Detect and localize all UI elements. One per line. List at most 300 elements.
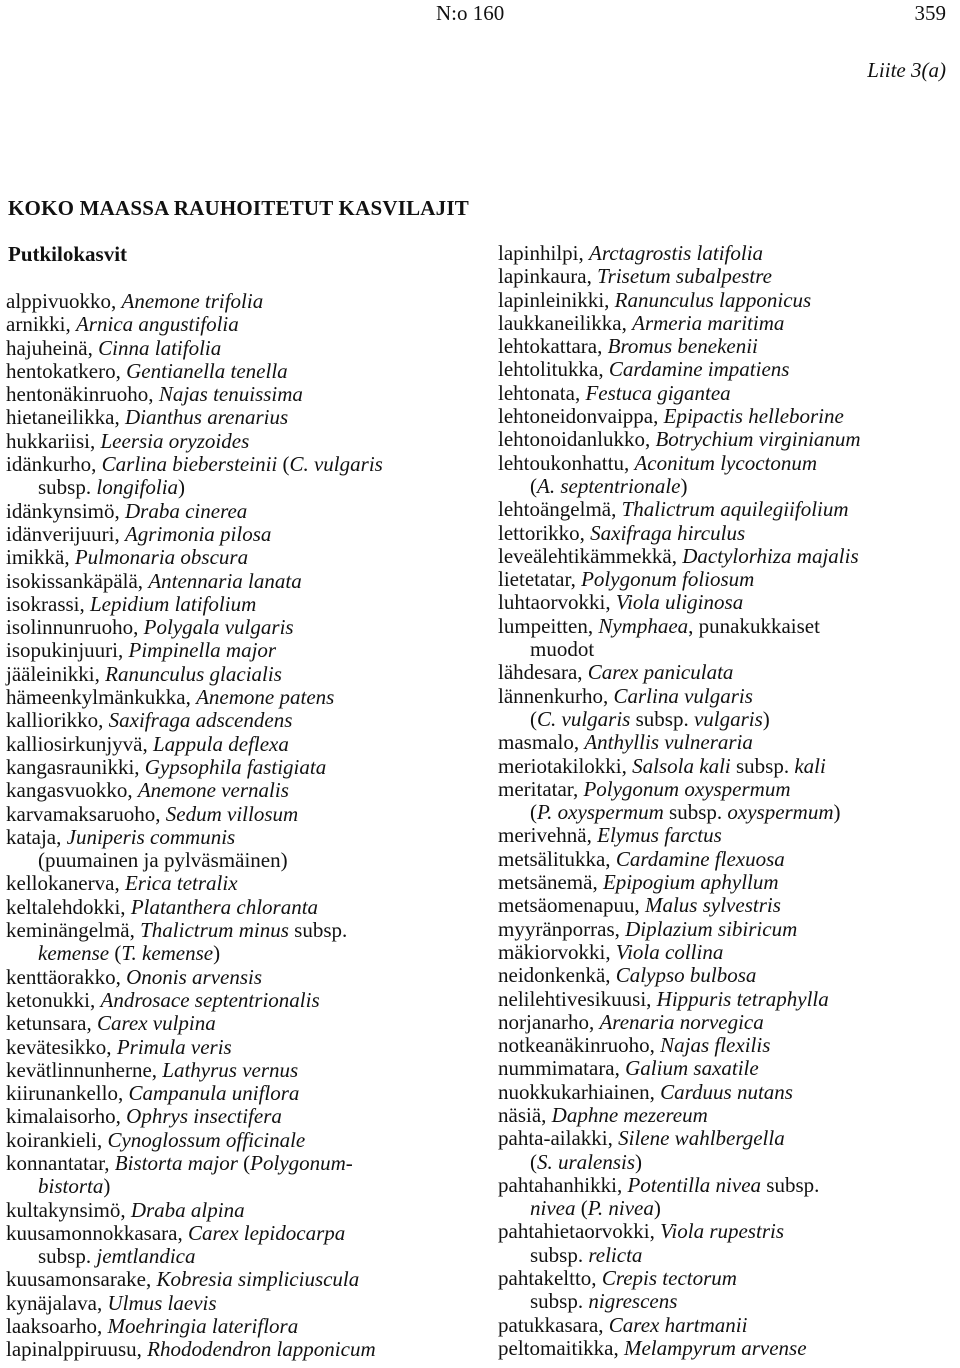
scientific-name: Viola collina bbox=[615, 939, 724, 964]
species-line bbox=[498, 382, 960, 405]
common-name-text: kellokanerva, bbox=[6, 871, 125, 896]
scientific-name: Viola rupestris bbox=[660, 1219, 784, 1244]
common-name-text: patukkasara, bbox=[498, 1312, 609, 1337]
scientific-name: Daphne mezereum bbox=[551, 1102, 708, 1127]
scientific-name: Diplazium sibiricum bbox=[625, 916, 798, 941]
common-name-text: idänkurho, bbox=[6, 452, 102, 477]
common-name-text: , punakukkaiset bbox=[688, 613, 820, 638]
common-name-text: ) bbox=[178, 475, 186, 500]
scientific-name: Trisetum subalpestre bbox=[597, 264, 772, 289]
species-line bbox=[6, 826, 474, 849]
common-name-text: laukkaneilikka, bbox=[498, 310, 633, 335]
species-line bbox=[6, 686, 474, 709]
species-line bbox=[6, 1152, 474, 1175]
common-name-text: isokrassi, bbox=[6, 591, 90, 616]
species-line bbox=[498, 475, 960, 498]
common-name-text: lehtolitukka, bbox=[498, 357, 609, 382]
species-line bbox=[6, 639, 474, 662]
species-line bbox=[6, 1059, 474, 1082]
scientific-name: Juniperis communis bbox=[66, 824, 236, 849]
species-line bbox=[498, 265, 960, 288]
scientific-name: Primula veris bbox=[116, 1034, 232, 1059]
scientific-name: Rhododendron lapponicum bbox=[147, 1337, 376, 1362]
species-line bbox=[498, 1337, 960, 1360]
species-line bbox=[6, 337, 474, 360]
species-line bbox=[6, 1338, 474, 1361]
species-line bbox=[498, 522, 960, 545]
species-line bbox=[498, 545, 960, 568]
species-line bbox=[498, 988, 960, 1011]
scientific-name: Saxifraga hirculus bbox=[590, 520, 746, 545]
common-name-text: lettorikko, bbox=[498, 520, 591, 545]
species-line bbox=[6, 733, 474, 756]
species-line bbox=[6, 966, 474, 989]
species-line bbox=[6, 360, 474, 383]
common-name-text: näsiä, bbox=[498, 1102, 552, 1127]
common-name-text: subsp. bbox=[288, 918, 348, 943]
common-name-text: alppivuokko, bbox=[6, 289, 122, 313]
species-line bbox=[6, 849, 474, 872]
common-name-text: ) bbox=[833, 800, 841, 825]
scientific-name: kali bbox=[794, 753, 826, 778]
species-line bbox=[6, 1036, 474, 1059]
scientific-name: Ophrys insectifera bbox=[126, 1104, 282, 1129]
common-name-text: koirankieli, bbox=[6, 1127, 108, 1152]
common-name-text: meritatar, bbox=[498, 776, 584, 801]
common-name-text: nuokkukarhiainen, bbox=[498, 1079, 661, 1104]
species-line bbox=[6, 709, 474, 732]
page-number: 359 bbox=[914, 1, 946, 25]
common-name-text: norjanarho, bbox=[498, 1009, 600, 1034]
scientific-name: Armeria maritima bbox=[632, 310, 785, 335]
common-name-text: myyränporras, bbox=[498, 916, 626, 941]
common-name-text: kiirunankello, bbox=[6, 1081, 129, 1106]
common-name-text: keltalehdokki, bbox=[6, 894, 131, 919]
common-name-text: lehtoneidonvaippa, bbox=[498, 404, 664, 429]
scientific-name: Epipogium aphyllum bbox=[602, 870, 779, 895]
species-line bbox=[498, 358, 960, 381]
common-name-text: subsp. bbox=[38, 475, 97, 500]
common-name-text: lapinkaura, bbox=[498, 264, 598, 289]
species-line bbox=[498, 405, 960, 428]
species-line bbox=[6, 1175, 474, 1198]
species-line bbox=[6, 500, 474, 523]
left-column bbox=[6, 290, 474, 1362]
scientific-name: A. septentrionale bbox=[537, 473, 681, 498]
common-name-text: ( bbox=[237, 1150, 251, 1175]
species-line bbox=[498, 1314, 960, 1337]
species-line bbox=[498, 824, 960, 847]
species-line bbox=[498, 801, 960, 824]
species-line bbox=[498, 568, 960, 591]
common-name-text: imikkä, bbox=[6, 545, 75, 570]
scientific-name: Crepis tectorum bbox=[601, 1266, 737, 1291]
species-line bbox=[6, 1199, 474, 1222]
species-line bbox=[6, 406, 474, 429]
common-name-text: subsp. bbox=[530, 1242, 589, 1267]
species-line bbox=[498, 894, 960, 917]
scientific-name: Nymphaea bbox=[598, 613, 689, 638]
common-name-text: pahta-ailakki, bbox=[498, 1126, 619, 1151]
scientific-name: Polygala vulgaris bbox=[143, 615, 294, 640]
common-name-text: kangasvuokko, bbox=[6, 778, 138, 803]
species-line bbox=[498, 335, 960, 358]
common-name-text: lapinalppiruusu, bbox=[6, 1337, 148, 1362]
common-name-text: ( bbox=[575, 1196, 588, 1221]
species-line bbox=[6, 476, 474, 499]
common-name-text: lehtokattara, bbox=[498, 334, 608, 359]
scientific-name: Kobresia simpliciuscula bbox=[156, 1267, 360, 1292]
common-name-text: ( bbox=[277, 452, 290, 477]
common-name-text: hämeenkylmänkukka, bbox=[6, 685, 197, 710]
scientific-name: Najas tenuissima bbox=[158, 382, 303, 407]
common-name-text: kalliosirkunjyvä, bbox=[6, 731, 153, 756]
species-line bbox=[498, 1034, 960, 1057]
species-line bbox=[6, 570, 474, 593]
common-name-text: konnantatar, bbox=[6, 1150, 115, 1175]
scientific-name: Arctagrostis latifolia bbox=[589, 241, 764, 265]
scientific-name: Draba cinerea bbox=[125, 498, 248, 523]
common-name-text: muodot bbox=[530, 637, 595, 662]
common-name-text: subsp. bbox=[630, 706, 694, 731]
common-name-text: hietaneilikka, bbox=[6, 405, 125, 430]
common-name-text: kenttäorakko, bbox=[6, 964, 127, 989]
species-line bbox=[6, 1292, 474, 1315]
species-line bbox=[6, 1315, 474, 1338]
species-line bbox=[6, 616, 474, 639]
species-line bbox=[498, 964, 960, 987]
common-name-text: ( bbox=[530, 706, 537, 731]
common-name-text: hentonäkinruoho, bbox=[6, 382, 159, 407]
common-name-text: idänverijuuri, bbox=[6, 521, 125, 546]
species-line bbox=[498, 1267, 960, 1290]
species-line bbox=[498, 1174, 960, 1197]
common-name-text: ( bbox=[109, 941, 122, 966]
common-name-text: kynäjalava, bbox=[6, 1290, 108, 1315]
species-line bbox=[6, 756, 474, 779]
common-name-text: lähdesara, bbox=[498, 660, 588, 685]
scientific-name: oxyspermum bbox=[727, 800, 834, 825]
journal-number: N:o 160 bbox=[436, 1, 505, 25]
scientific-name: Anemone patens bbox=[196, 685, 335, 710]
common-name-text: hentokatkero, bbox=[6, 358, 127, 383]
scientific-name: T. kemense bbox=[121, 941, 214, 966]
common-name-text: ) bbox=[762, 706, 770, 731]
scientific-name: Festuca gigantea bbox=[585, 380, 731, 405]
common-name-text: lehtonata, bbox=[498, 380, 586, 405]
scientific-name: Viola uliginosa bbox=[615, 590, 744, 615]
common-name-text: ( bbox=[530, 800, 537, 825]
species-line bbox=[498, 1151, 960, 1174]
common-name-text: metsänemä, bbox=[498, 870, 603, 895]
scientific-name: Ononis arvensis bbox=[126, 964, 263, 989]
species-line bbox=[498, 941, 960, 964]
species-line bbox=[6, 779, 474, 802]
common-name-text: subsp. bbox=[663, 800, 728, 825]
species-line bbox=[498, 871, 960, 894]
scientific-name: Malus sylvestris bbox=[644, 893, 781, 918]
scientific-name: Thalictrum aquilegiifolium bbox=[621, 497, 849, 522]
scientific-name: Carduus nutans bbox=[660, 1079, 793, 1104]
common-name-text: kalliorikko, bbox=[6, 708, 109, 733]
scientific-name: Bromus benekenii bbox=[607, 334, 758, 359]
common-name-text: lapinhilpi, bbox=[498, 241, 589, 265]
scientific-name: Ranunculus lapponicus bbox=[614, 287, 812, 312]
common-name-text: lehtoängelmä, bbox=[498, 497, 622, 522]
scientific-name: Pulmonaria obscura bbox=[74, 545, 249, 570]
species-line bbox=[6, 546, 474, 569]
common-name-text: luhtaorvokki, bbox=[498, 590, 616, 615]
species-line bbox=[6, 523, 474, 546]
species-line bbox=[498, 708, 960, 731]
scientific-name: Platanthera chloranta bbox=[130, 894, 319, 919]
common-name-text: laaksoarho, bbox=[6, 1314, 108, 1339]
species-line bbox=[498, 1057, 960, 1080]
scientific-name: Agrimonia pilosa bbox=[124, 521, 272, 546]
common-name-text: subsp. bbox=[761, 1172, 820, 1197]
scientific-name: Carlina vulgaris bbox=[613, 683, 753, 708]
species-line bbox=[6, 453, 474, 476]
common-name-text: kultakynsimö, bbox=[6, 1197, 131, 1222]
document-title: KOKO MAASSA RAUHOITETUT KASVILAJIT bbox=[8, 196, 469, 220]
scientific-name: Moehringia lateriflora bbox=[107, 1314, 299, 1339]
species-line bbox=[498, 1081, 960, 1104]
common-name-text: metsäomenapuu, bbox=[498, 893, 645, 918]
scientific-name: S. uralensis bbox=[537, 1149, 636, 1174]
scientific-name: P. oxyspermum bbox=[537, 800, 664, 825]
scientific-name: Carex lepidocarpa bbox=[187, 1220, 346, 1245]
species-line bbox=[498, 452, 960, 475]
species-line bbox=[6, 989, 474, 1012]
scientific-name: Gentianella tenella bbox=[126, 358, 288, 383]
scientific-name: Anemone trifolia bbox=[121, 289, 264, 313]
common-name-text: lehtonoidanlukko, bbox=[498, 427, 656, 452]
scientific-name: vulgaris bbox=[693, 706, 763, 731]
scientific-name: Arenaria norvegica bbox=[599, 1009, 764, 1034]
species-line bbox=[498, 428, 960, 451]
scientific-name: kemense bbox=[38, 941, 110, 966]
species-line bbox=[6, 803, 474, 826]
common-name-text: masmalo, bbox=[498, 730, 585, 755]
scientific-name: Anthyllis vulneraria bbox=[584, 730, 753, 755]
common-name-text: isokissankäpälä, bbox=[6, 568, 149, 593]
scientific-name: Dactylorhiza majalis bbox=[682, 543, 859, 568]
species-line bbox=[6, 942, 474, 965]
common-name-text: idänkynsimö, bbox=[6, 498, 125, 523]
scientific-name: Bistorta major bbox=[114, 1150, 238, 1175]
scientific-name: Carex vulpina bbox=[96, 1011, 216, 1036]
common-name-text: nelilehtivesikuusi, bbox=[498, 986, 657, 1011]
species-line bbox=[498, 1290, 960, 1313]
species-line bbox=[6, 919, 474, 942]
scientific-name: Elymus farctus bbox=[597, 823, 722, 848]
scientific-name: Polygonum- bbox=[250, 1150, 353, 1175]
common-name-text: lietetatar, bbox=[498, 567, 582, 592]
species-line bbox=[498, 731, 960, 754]
common-name-text: notkeanäkinruoho, bbox=[498, 1033, 661, 1058]
common-name-text: ) bbox=[653, 1196, 661, 1221]
common-name-text: arnikki, bbox=[6, 312, 76, 337]
scientific-name: Ulmus laevis bbox=[107, 1290, 217, 1315]
species-line bbox=[498, 685, 960, 708]
scientific-name: Cardamine flexuosa bbox=[615, 846, 785, 871]
species-line bbox=[498, 1104, 960, 1127]
common-name-text: subsp. bbox=[530, 1289, 589, 1314]
species-line bbox=[498, 1244, 960, 1267]
scientific-name: Lathyrus vernus bbox=[162, 1057, 299, 1082]
species-line bbox=[6, 1082, 474, 1105]
scientific-name: Cardamine impatiens bbox=[608, 357, 790, 382]
scientific-name: Erica tetralix bbox=[124, 871, 238, 896]
common-name-text: ) bbox=[213, 941, 221, 966]
species-line bbox=[498, 1197, 960, 1220]
scientific-name: Sedum villosum bbox=[165, 801, 299, 826]
species-line bbox=[498, 638, 960, 661]
species-line bbox=[498, 1011, 960, 1034]
scientific-name: Anemone vernalis bbox=[137, 778, 289, 803]
scientific-name: Thalictrum minus bbox=[140, 918, 289, 943]
common-name-text: pahtakeltto, bbox=[498, 1266, 602, 1291]
scientific-name: P. nivea bbox=[587, 1196, 654, 1221]
common-name-text: subsp. bbox=[730, 753, 795, 778]
scientific-name: C. vulgaris bbox=[537, 706, 631, 731]
scientific-name: Aconitum lycoctonum bbox=[634, 450, 818, 475]
scientific-name: Pimpinella major bbox=[128, 638, 277, 663]
section-heading: Putkilokasvit bbox=[8, 242, 128, 266]
common-name-text: neidonkenkä, bbox=[498, 963, 616, 988]
scientific-name: Epipactis helleborine bbox=[663, 404, 844, 429]
common-name-text: keminängelmä, bbox=[6, 918, 141, 943]
common-name-text: ( bbox=[530, 473, 537, 498]
common-name-text: pahtahanhikki, bbox=[498, 1172, 628, 1197]
scientific-name: Melampyrum arvense bbox=[623, 1335, 807, 1360]
scientific-name: Carex paniculata bbox=[587, 660, 734, 685]
species-line bbox=[498, 591, 960, 614]
species-line bbox=[6, 593, 474, 616]
common-name-text: leveälehtikämmekkä, bbox=[498, 543, 683, 568]
common-name-text: pahtahietaorvokki, bbox=[498, 1219, 661, 1244]
species-line bbox=[498, 778, 960, 801]
common-name-text: (puumainen ja pylväsmäinen) bbox=[38, 848, 288, 873]
common-name-text: ketunsara, bbox=[6, 1011, 97, 1036]
scientific-name: Dianthus arenarius bbox=[124, 405, 289, 430]
species-line bbox=[498, 1127, 960, 1150]
scientific-name: Arnica angustifolia bbox=[75, 312, 239, 337]
common-name-text: kuusamonnokkasara, bbox=[6, 1220, 188, 1245]
common-name-text: ) bbox=[103, 1174, 111, 1199]
species-line bbox=[498, 661, 960, 684]
common-name-text: karvamaksaruoho, bbox=[6, 801, 166, 826]
common-name-text: lapinleinikki, bbox=[498, 287, 615, 312]
scientific-name: jemtlandica bbox=[96, 1244, 196, 1269]
species-line bbox=[6, 1105, 474, 1128]
scientific-name: relicta bbox=[588, 1242, 643, 1267]
species-line bbox=[498, 615, 960, 638]
common-name-text: hajuheinä, bbox=[6, 335, 99, 360]
common-name-text: ( bbox=[530, 1149, 537, 1174]
species-line bbox=[498, 1220, 960, 1243]
scientific-name: Ranunculus glacialis bbox=[105, 661, 282, 686]
common-name-text: isolinnunruoho, bbox=[6, 615, 144, 640]
species-line bbox=[6, 1268, 474, 1291]
scientific-name: Najas flexilis bbox=[660, 1033, 771, 1058]
scientific-name: Polygonum oxyspermum bbox=[583, 776, 791, 801]
scientific-name: Galium saxatile bbox=[625, 1056, 759, 1081]
common-name-text: subsp. bbox=[38, 1244, 97, 1269]
scientific-name: C. vulgaris bbox=[289, 452, 383, 477]
common-name-text: ketonukki, bbox=[6, 987, 101, 1012]
species-line bbox=[498, 242, 960, 265]
common-name-text: lännenkurho, bbox=[498, 683, 614, 708]
scientific-name: Lappula deflexa bbox=[152, 731, 289, 756]
common-name-text: kangasraunikki, bbox=[6, 754, 145, 779]
scientific-name: Silene wahlbergella bbox=[618, 1126, 785, 1151]
species-line bbox=[6, 313, 474, 336]
species-line bbox=[498, 848, 960, 871]
appendix-label: Liite 3(a) bbox=[867, 58, 946, 82]
species-line bbox=[6, 896, 474, 919]
species-line bbox=[6, 383, 474, 406]
scientific-name: Carex hartmanii bbox=[608, 1312, 748, 1337]
scientific-name: Calypso bulbosa bbox=[615, 963, 757, 988]
scientific-name: Cinna latifolia bbox=[98, 335, 222, 360]
scientific-name: nigrescens bbox=[588, 1289, 678, 1314]
species-line bbox=[498, 289, 960, 312]
species-line bbox=[6, 1222, 474, 1245]
scientific-name: Gypsophila fastigiata bbox=[144, 754, 327, 779]
species-line bbox=[6, 1129, 474, 1152]
species-line bbox=[6, 430, 474, 453]
common-name-text: jääleinikki, bbox=[6, 661, 106, 686]
scientific-name: Antennaria lanata bbox=[148, 568, 302, 593]
scientific-name: longifolia bbox=[96, 475, 179, 500]
common-name-text: lehtoukonhattu, bbox=[498, 450, 635, 475]
scientific-name: Androsace septentrionalis bbox=[100, 987, 320, 1012]
common-name-text: kevätesikko, bbox=[6, 1034, 117, 1059]
common-name-text: lumpeitten, bbox=[498, 613, 599, 638]
scientific-name: Lepidium latifolium bbox=[90, 591, 257, 616]
species-line bbox=[498, 312, 960, 335]
species-line bbox=[6, 872, 474, 895]
common-name-text: hukkariisi, bbox=[6, 428, 101, 453]
scientific-name: Leersia oryzoides bbox=[100, 428, 250, 453]
scientific-name: Saxifraga adscendens bbox=[108, 708, 293, 733]
common-name-text: merivehnä, bbox=[498, 823, 598, 848]
scientific-name: Draba alpina bbox=[130, 1197, 245, 1222]
right-column bbox=[498, 242, 960, 1360]
common-name-text: nummimatara, bbox=[498, 1056, 626, 1081]
common-name-text: meriotakilokki, bbox=[498, 753, 633, 778]
scientific-name: bistorta bbox=[38, 1174, 104, 1199]
scientific-name: nivea bbox=[530, 1196, 576, 1221]
common-name-text: kataja, bbox=[6, 824, 67, 849]
common-name-text: ) bbox=[635, 1149, 643, 1174]
common-name-text: isopukinjuuri, bbox=[6, 638, 129, 663]
common-name-text: metsälitukka, bbox=[498, 846, 616, 871]
species-line bbox=[6, 1245, 474, 1268]
species-line bbox=[498, 498, 960, 521]
species-line bbox=[498, 918, 960, 941]
common-name-text: ) bbox=[680, 473, 688, 498]
scientific-name: Botrychium virginianum bbox=[655, 427, 861, 452]
common-name-text: kuusamonsarake, bbox=[6, 1267, 157, 1292]
common-name-text: kevätlinnunherne, bbox=[6, 1057, 163, 1082]
species-line bbox=[6, 290, 474, 313]
scientific-name: Salsola kali bbox=[632, 753, 731, 778]
scientific-name: Carlina biebersteinii bbox=[101, 452, 278, 477]
species-line bbox=[6, 1012, 474, 1035]
species-line bbox=[498, 755, 960, 778]
